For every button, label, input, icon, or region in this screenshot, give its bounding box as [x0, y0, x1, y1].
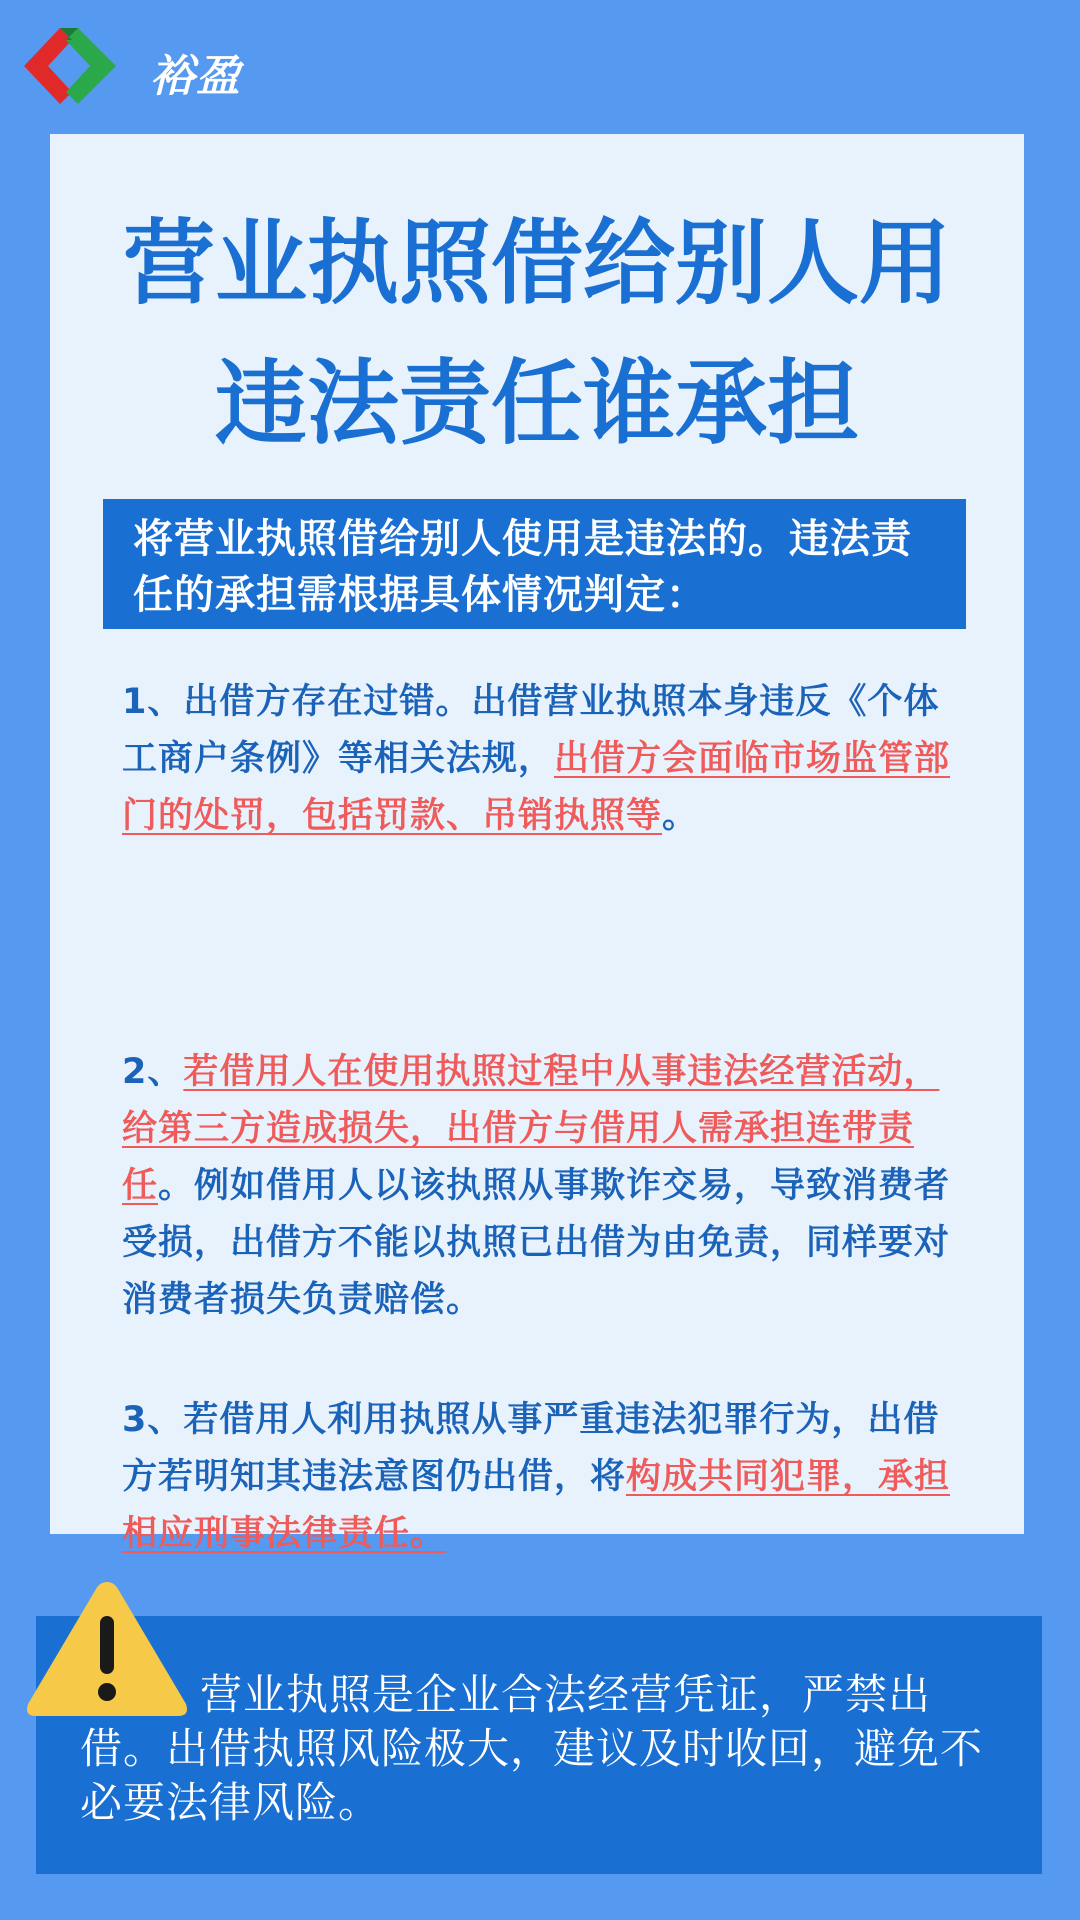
paragraph-1: [122, 674, 960, 845]
brand-logo: [22, 24, 242, 108]
paragraph-1-highlight: 出借方会面临市场监管部门的处罚，包括罚款、吊销执照等: [122, 739, 951, 836]
subtitle-banner: [103, 499, 966, 629]
paragraph-2-highlight: 若借用人在使用执照过程中从事违法经营活动，给第三方造成损失，出借方与借用人需承担连带责任: [122, 1052, 940, 1206]
paragraph-1-end: 。: [662, 796, 699, 836]
paragraph-2-text: 2、: [122, 1052, 184, 1092]
paragraph-1-text: 1、出借方存在过错。出借营业执照本身违反《个体工商户条例》等相关法规，: [122, 682, 940, 779]
paragraph-2: [122, 1044, 960, 1329]
paragraph-3-text: 3、若借用人利用执照从事严重违法犯罪行为，出借方若明知其违法意图仍出借，将: [122, 1400, 940, 1497]
title-line-2: 违法责任谁承担: [214, 350, 859, 457]
warning-text: 营业执照是企业合法经营凭证，严禁出借。出借执照风险极大，建议及时收回，避免不必要法律风险。: [80, 1670, 984, 1827]
brand-mark-icon: [22, 24, 132, 108]
page-title: [50, 194, 1024, 474]
paragraph-3-highlight: 构成共同犯罪，承担相应刑事法律责任。: [122, 1457, 951, 1554]
brand-name: 裕盈: [150, 51, 242, 102]
title-line-1: 营业执照借给别人用: [122, 210, 951, 317]
paragraph-3: [122, 1392, 960, 1563]
subtitle-text: 将营业执照借给别人使用是违法的。违法责任的承担需根据具体情况判定：: [133, 516, 912, 618]
paragraph-2-end: 。例如借用人以该执照从事欺诈交易，导致消费者受损，出借方不能以执照已出借为由免责，同样要对消费者损失负责赔偿。: [122, 1166, 951, 1320]
content-card: [50, 134, 1024, 1554]
